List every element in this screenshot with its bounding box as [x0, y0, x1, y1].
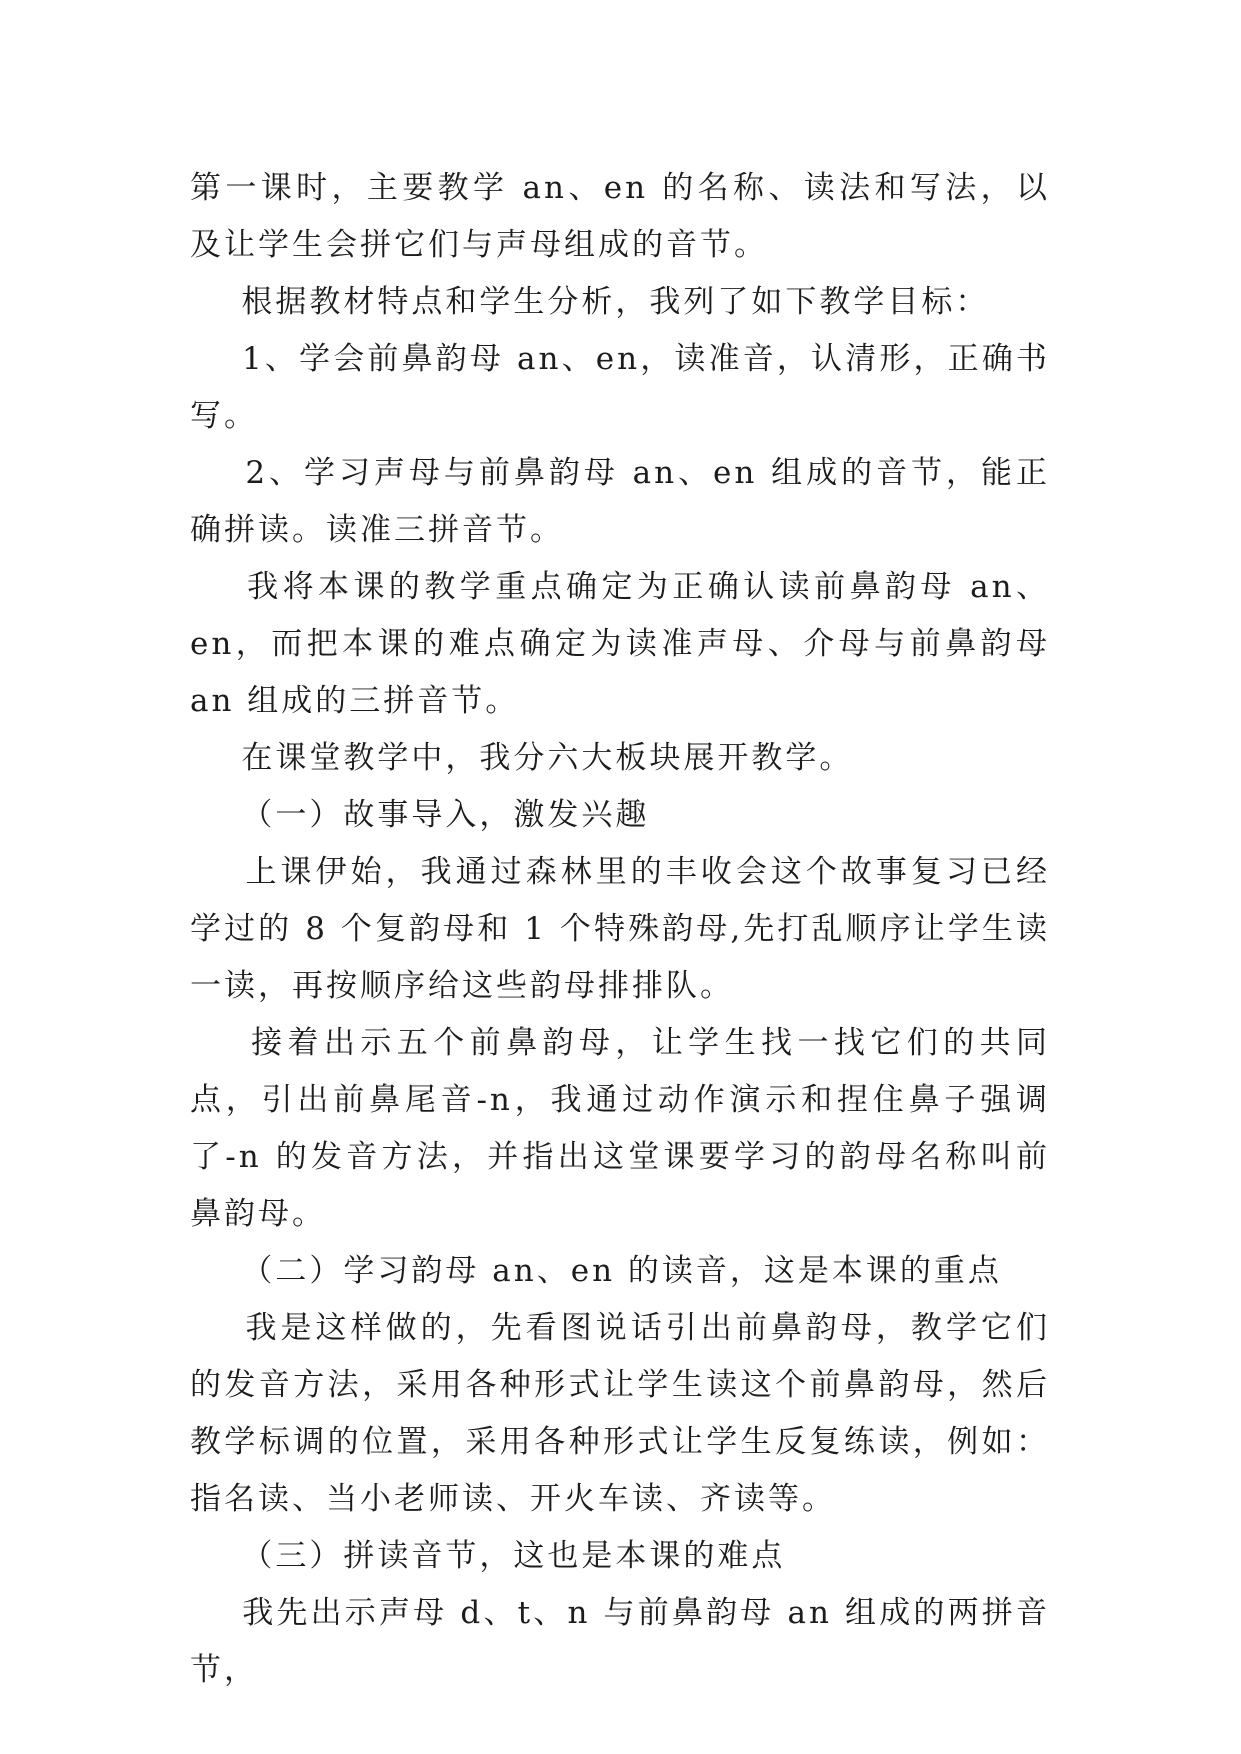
section-heading-3: （三）拼读音节，这也是本课的难点 [190, 1538, 786, 1574]
section-heading-2: （二）学习韵母 an、en 的读音，这是本课的重点 [190, 1253, 1002, 1289]
paragraph-section-3: 我先出示声母 d、t、n 与前鼻韵母 an 组成的两拼音节， [190, 1595, 1050, 1688]
paragraph-goal-1: 1、学会前鼻韵母 an、en，读准音，认清形，正确书写。 [190, 341, 1050, 434]
paragraph-goal-2: 2、学习声母与前鼻韵母 an、en 组成的音节，能正确拼读。读准三拼音节。 [190, 455, 1050, 548]
paragraph-intro: 第一课时，主要教学 an、en 的名称、读法和写法，以及让学生会拼它们与声母组成的音节。 [190, 170, 1050, 263]
paragraph-key-points: 我将本课的教学重点确定为正确认读前鼻韵母 an、en，而把本课的难点确定为读准声母、介母与前鼻韵母 an 组成的三拼音节。 [190, 569, 1063, 719]
paragraph-section-1-a: 上课伊始，我通过森林里的丰收会这个故事复习已经学过的 8 个复韵母和 1 个特殊韵母,先打乱顺序让学生读一读，再按顺序给这些韵母排排队。 [190, 854, 1051, 1004]
paragraph-goals-lead: 根据教材特点和学生分析，我列了如下教学目标： [190, 284, 990, 320]
paragraph-six-sections: 在课堂教学中，我分六大板块展开教学。 [190, 740, 854, 776]
paragraph-section-1-b: 接着出示五个前鼻韵母，让学生找一找它们的共同点，引出前鼻尾音-n，我通过动作演示和捏住鼻子强调了-n 的发音方法，并指出这堂课要学习的韵母名称叫前鼻韵母。 [190, 1025, 1050, 1232]
paragraph-section-2: 我是这样做的，先看图说话引出前鼻韵母，教学它们的发音方法，采用各种形式让学生读这个前鼻韵母，然后教学标调的位置，采用各种形式让学生反复练读，例如：指名读、当小老师读、开火车读、齐读等。 [190, 1310, 1051, 1517]
document-body [190, 160, 1063, 1699]
section-heading-1: （一）故事导入，激发兴趣 [190, 797, 650, 833]
